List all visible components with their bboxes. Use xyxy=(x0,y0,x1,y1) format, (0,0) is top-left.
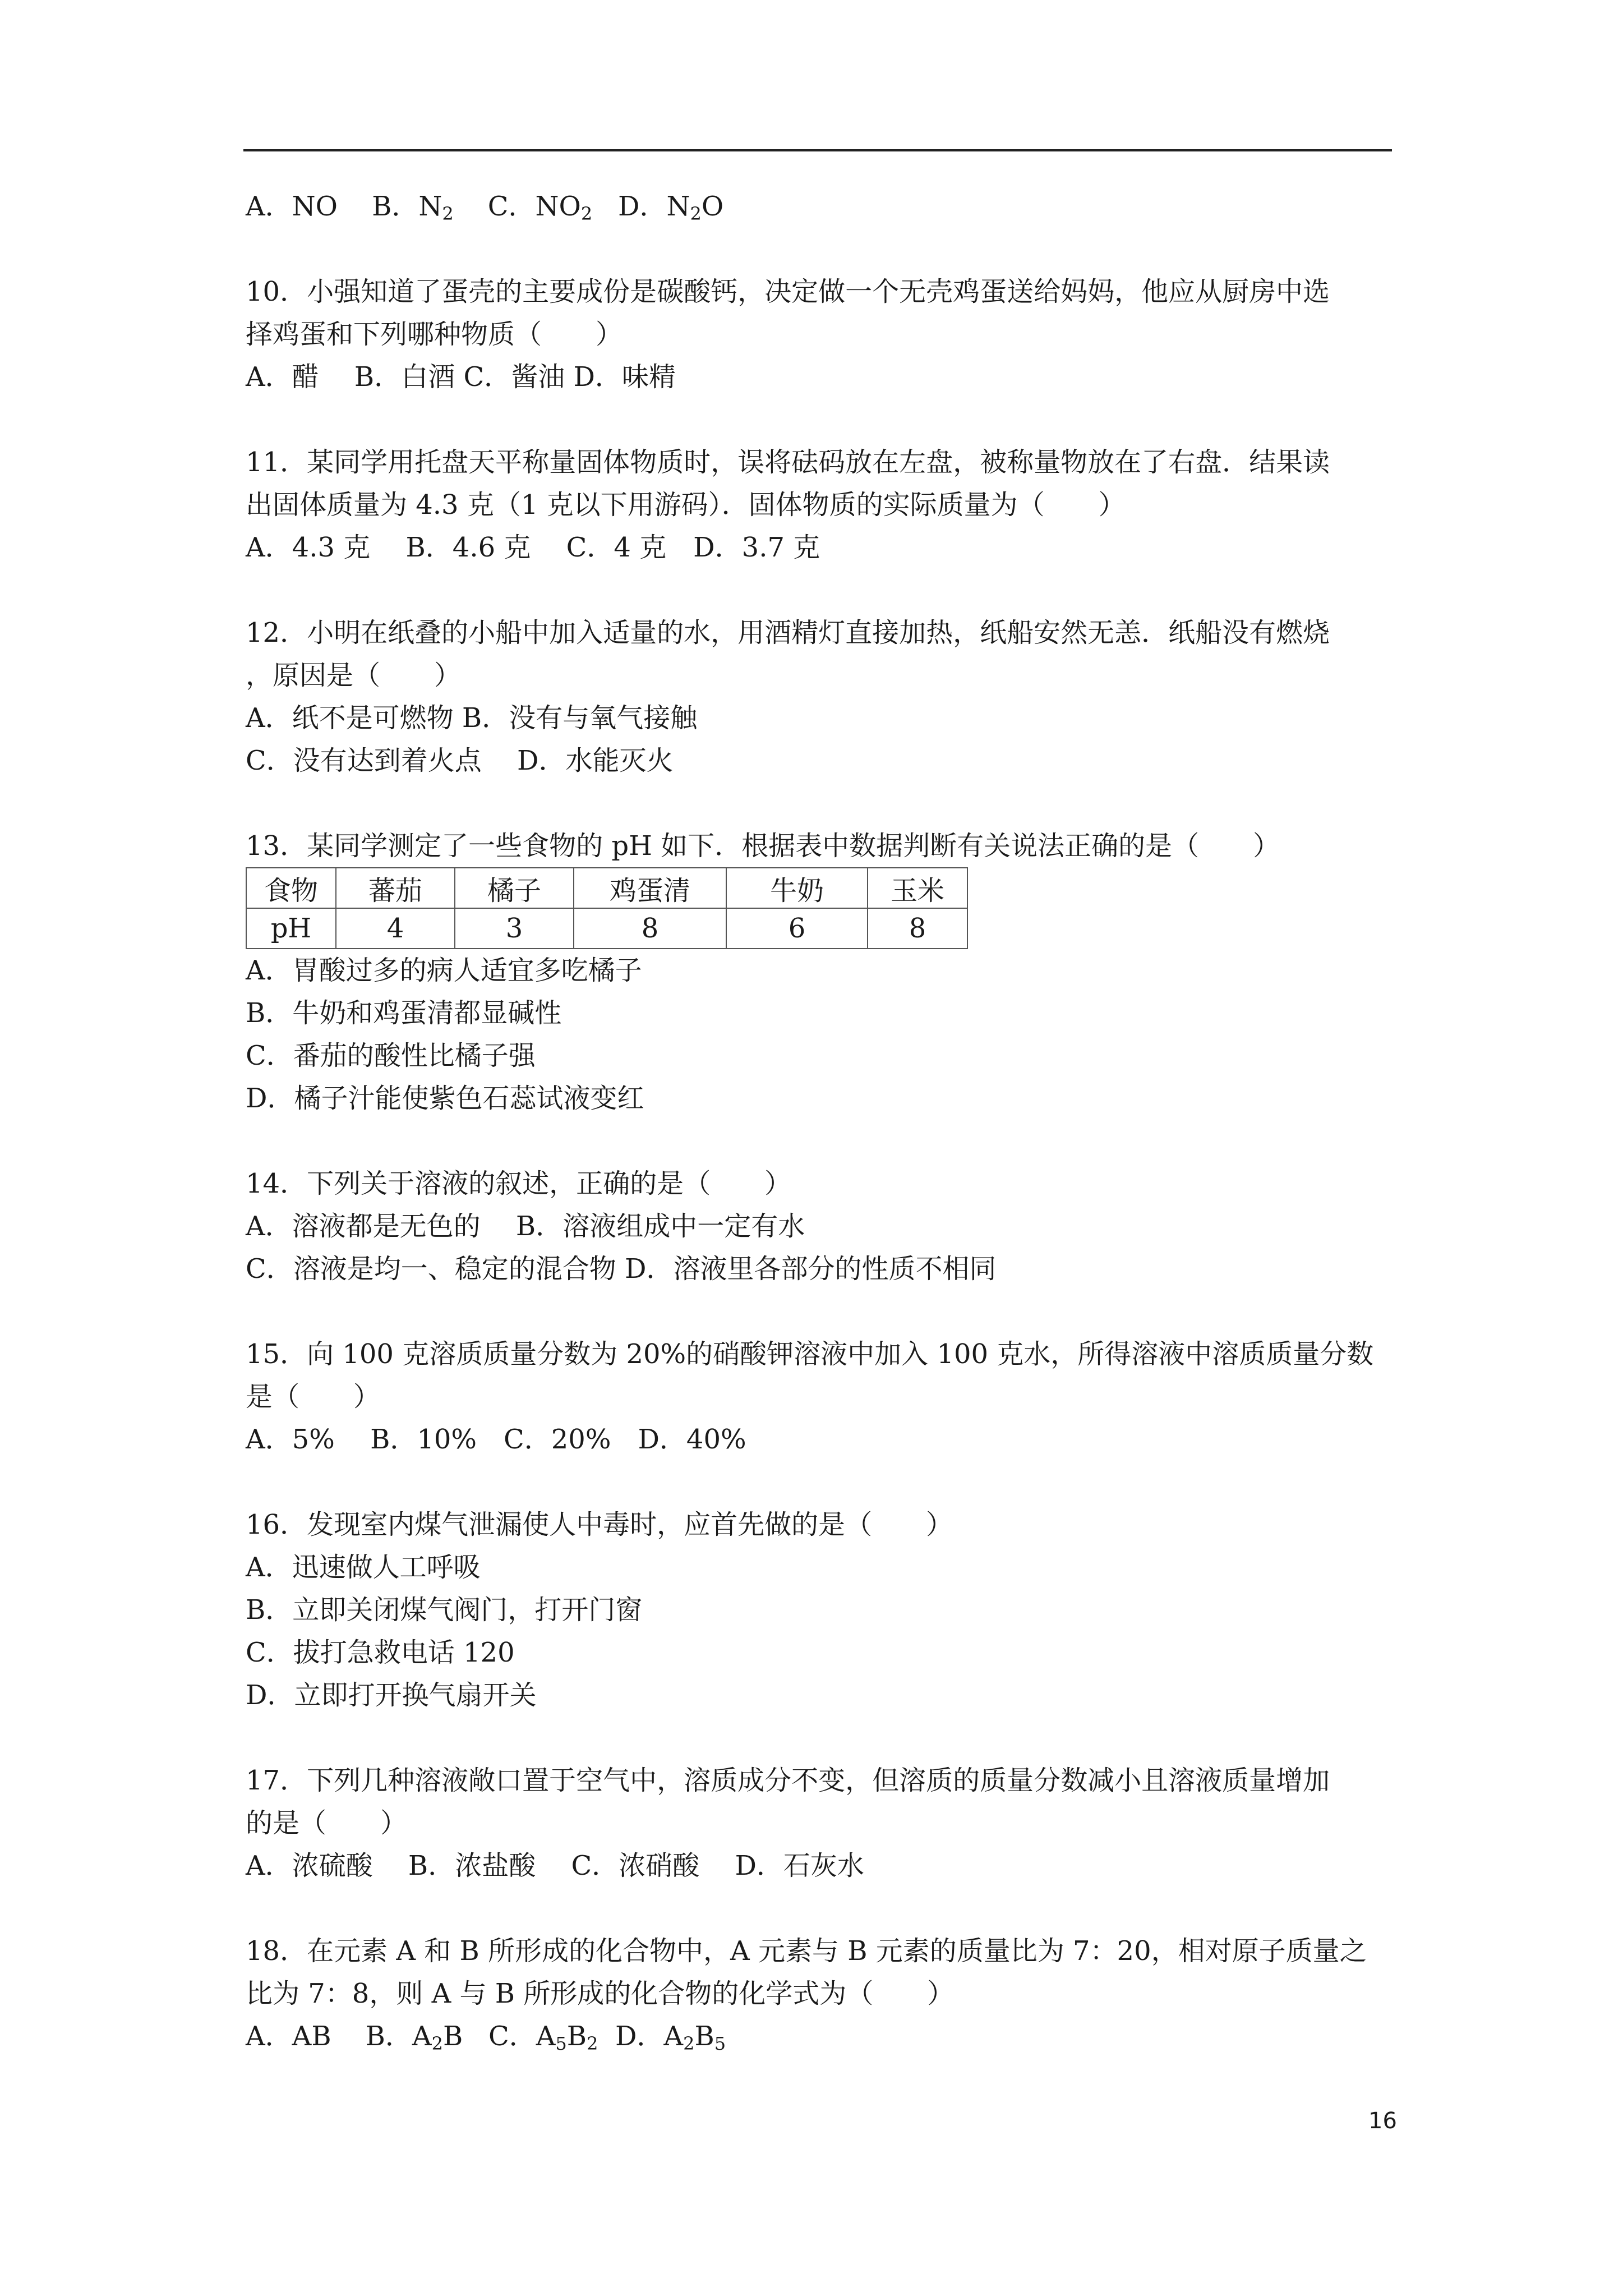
q9-options xyxy=(246,185,1392,228)
q9-option-a: A．NO xyxy=(246,191,338,222)
q18-options xyxy=(246,2015,1392,2058)
q9-option-d: D．$N_2O$ xyxy=(617,191,724,224)
q14-stem: 14．下列关于溶液的叙述，正确的是（ ） xyxy=(246,1168,792,1199)
table-header-row xyxy=(246,868,967,908)
q13-stem: 13．某同学测定了一些食物的 pH 如下．根据表中数据判断有关说法正确的是（ ） xyxy=(246,830,1280,862)
q14-options-line1: A．溶液都是无色的 B．溶液组成中一定有水 xyxy=(246,1211,805,1242)
q13-option-a: A．胃酸过多的病人适宜多吃橘子 xyxy=(246,955,642,986)
table-cell: 蕃茄 xyxy=(336,868,455,908)
table-cell: 橘子 xyxy=(455,868,574,908)
q15-options: A．5% B．10% C．20% D．40% xyxy=(246,1424,746,1455)
q16-stem: 16．发现室内煤气泄漏使人中毒时，应首先做的是（ ） xyxy=(246,1509,953,1540)
q13-option-b: B．牛奶和鸡蛋清都显碱性 xyxy=(246,997,562,1029)
q15-stem-line1: 15．向 100 克溶质质量分数为 20%的硝酸钾溶液中加入 100 克水，所得溶液中溶质质量分数 xyxy=(246,1338,1374,1370)
table-cell: 8 xyxy=(868,908,967,949)
table-cell: 鸡蛋清 xyxy=(574,868,726,908)
q18-stem-line2: 比为 7：8，则 A 与 B 所形成的化合物的化学式为（ ） xyxy=(246,1978,955,2009)
q10-stem-line2: 择鸡蛋和下列哪种物质（ ） xyxy=(246,319,623,350)
q14-options-line2: C．溶液是均一、稳定的混合物 D．溶液里各部分的性质不相同 xyxy=(246,1253,997,1285)
table-cell: 6 xyxy=(726,908,868,949)
q10-stem-line1: 10．小强知道了蛋壳的主要成份是碳酸钙，决定做一个无壳鸡蛋送给妈妈，他应从厨房中选 xyxy=(246,276,1330,307)
q18-option-a: A．AB xyxy=(246,2021,331,2052)
q18-stem-line1: 18．在元素 A 和 B 所形成的化合物中，A 元素与 B 元素的质量比为 7：20，相对原子质量之 xyxy=(246,1935,1367,1967)
document-body xyxy=(246,185,1392,2058)
q11-options: A．4.3 克 B．4.6 克 C．4 克 D．3.7 克 xyxy=(246,532,820,563)
table-cell: 8 xyxy=(574,908,726,949)
q13-option-d: D．橘子汁能使紫色石蕊试液变红 xyxy=(246,1083,644,1114)
q16-option-c: C．拔打急救电话 120 xyxy=(246,1637,515,1668)
q18-option-d: D．$A_2B_5$ xyxy=(615,2021,726,2054)
q18-option-c: C．$A_5B_2$ xyxy=(488,2021,598,2054)
table-cell: 食物 xyxy=(246,868,336,908)
q16-option-b: B．立即关闭煤气阀门，打开门窗 xyxy=(246,1594,643,1626)
q17-stem-line2: 的是（ ） xyxy=(246,1807,408,1839)
q11-stem-line2: 出固体质量为 4.3 克（1 克以下用游码）．固体物质的实际质量为（ ） xyxy=(246,489,1126,521)
page-number: 16 xyxy=(1368,2108,1397,2134)
table-cell: 玉米 xyxy=(868,868,967,908)
q11-stem-line1: 11．某同学用托盘天平称量固体物质时，误将砝码放在左盘，被称量物放在了右盘．结果读 xyxy=(246,447,1330,478)
q12-options-line1: A．纸不是可燃物 B．没有与氧气接触 xyxy=(246,702,698,734)
q18-option-b: B．$A_2B$ xyxy=(365,2021,463,2054)
q13-option-c: C．番茄的酸性比橘子强 xyxy=(246,1040,536,1071)
q12-stem-line2: ，原因是（ ） xyxy=(246,660,462,691)
header-rule xyxy=(243,149,1392,151)
q10-options: A．醋 B．白酒 C．酱油 D．味精 xyxy=(246,361,676,393)
q12-options-line2: C．没有达到着火点 D．水能灭火 xyxy=(246,745,674,776)
table-cell: 3 xyxy=(455,908,574,949)
q16-option-d: D．立即打开换气扇开关 xyxy=(246,1680,537,1711)
q12-stem-line1: 12．小明在纸叠的小船中加入适量的水，用酒精灯直接加热，纸船安然无恙．纸船没有燃烧 xyxy=(246,617,1330,648)
q9-option-c: C．$NO_2$ xyxy=(487,191,593,224)
q17-stem-line1: 17．下列几种溶液敞口置于空气中，溶质成分不变，但溶质的质量分数减小且溶液质量增加 xyxy=(246,1765,1330,1796)
q17-options: A．浓硫酸 B．浓盐酸 C．浓硝酸 D．石灰水 xyxy=(246,1850,864,1881)
table-cell: pH xyxy=(246,908,336,949)
table-cell: 4 xyxy=(336,908,455,949)
q9-option-b: B．$N_2$ xyxy=(372,191,454,224)
q15-stem-line2: 是（ ） xyxy=(246,1381,381,1412)
food-ph-table xyxy=(246,867,968,949)
table-cell: 牛奶 xyxy=(726,868,868,908)
q16-option-a: A．迅速做人工呼吸 xyxy=(246,1552,481,1583)
table-row xyxy=(246,908,967,949)
